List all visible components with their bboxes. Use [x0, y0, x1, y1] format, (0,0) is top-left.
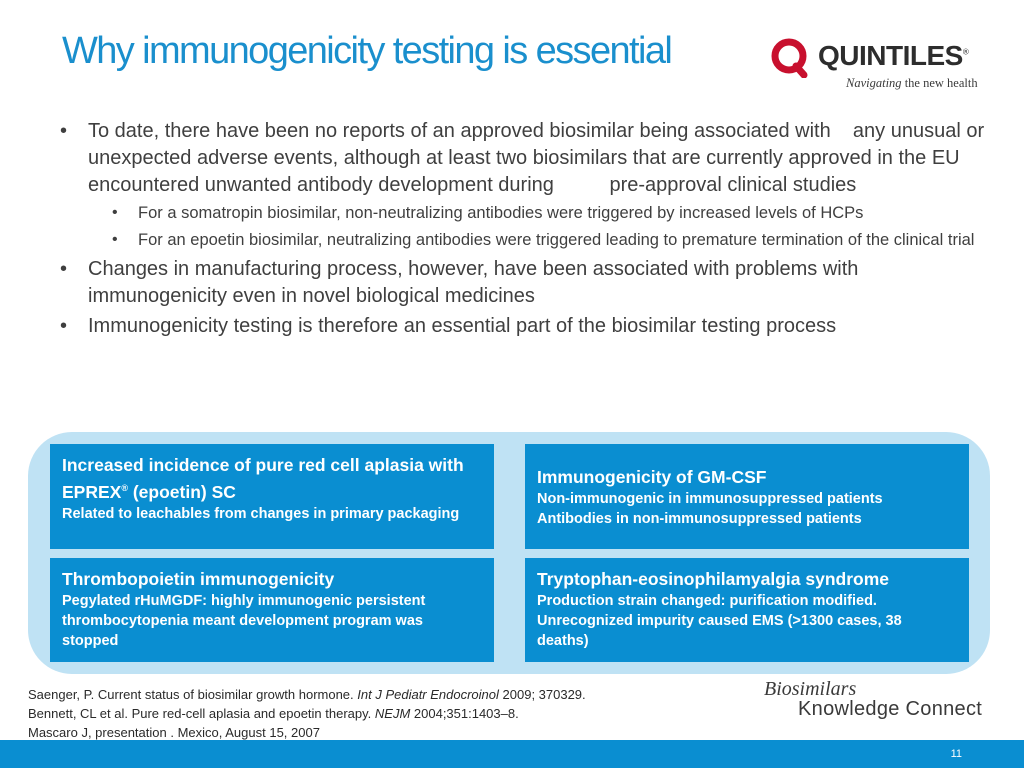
quintiles-tagline: Navigating the new health	[846, 76, 978, 90]
bullet-item: • To date, there have been no reports of an approved biosimilar being associated with any unusual or unexpected adverse events, although at least two biosimilars that are currently approved in the EU encountered unwanted antibody development during pre-approval clinical studies	[56, 118, 996, 199]
card-tryptophan-ems	[525, 558, 969, 662]
footer-bar	[0, 740, 1024, 768]
card-text: Production strain changed: purification modified.	[537, 593, 877, 609]
sub-bullet-item: • For a somatropin biosimilar, non-neutralizing antibodies were triggered by increased levels of HCPs	[56, 202, 996, 224]
slide-title: Why immunogenicity testing is essential	[62, 30, 672, 72]
card-title: Immunogenicity of GM-CSF	[537, 467, 767, 487]
brand-top: Biosimilars	[764, 678, 857, 700]
card-text: Related to leachables from changes in primary packaging	[62, 505, 460, 522]
card-text: Pegylated rHuMGDF: highly immunogenic persistent thrombocytopenia meant development program was stopped	[62, 593, 426, 649]
card-title: Increased incidence of pure red cell aplasia with EPREX® (epoetin) SC	[62, 455, 464, 502]
card-prca-eprex	[50, 444, 494, 549]
card-text: Non-immunogenic in immunosuppressed patients	[537, 491, 883, 507]
card-title: Tryptophan-eosinophilamyalgia syndrome	[537, 569, 890, 589]
card-text: Antibodies in non-immunosuppressed patients	[537, 511, 862, 527]
references	[28, 685, 586, 742]
quintiles-wordmark: QUINTILES®	[818, 40, 969, 71]
biosimilars-knowledge-connect-logo	[764, 678, 994, 722]
reference-item: Saenger, P. Current status of biosimilar growth hormone. Int J Pediatr Endocroinol 2009; 370329.	[28, 687, 586, 702]
page-number: 11	[950, 748, 962, 760]
card-text: Unrecognized impurity caused EMS (>1300 cases, 38 deaths)	[537, 613, 902, 649]
card-title: Thrombopoietin immunogenicity	[62, 569, 335, 589]
brand-bottom: Knowledge Connect	[798, 698, 983, 720]
quintiles-ring-icon	[770, 36, 810, 78]
card-gm-csf	[525, 444, 969, 549]
reference-item: Bennett, CL et al. Pure red-cell aplasia and epoetin therapy. NEJM 2004;351:1403–8.	[28, 706, 519, 721]
bullet-item: • Changes in manufacturing process, however, have been associated with problems with immunogenicity even in novel biological medicines	[56, 256, 996, 310]
reference-item: Mascaro J, presentation . Mexico, August 15, 2007	[28, 725, 320, 740]
bullet-list	[56, 118, 996, 343]
card-thrombopoietin	[50, 558, 494, 662]
bullet-item: • Immunogenicity testing is therefore an essential part of the biosimilar testing process	[56, 313, 996, 340]
quintiles-logo	[770, 36, 1000, 94]
sub-bullet-item: • For an epoetin biosimilar, neutralizing antibodies were triggered leading to premature termination of the clinical trial	[56, 229, 996, 251]
